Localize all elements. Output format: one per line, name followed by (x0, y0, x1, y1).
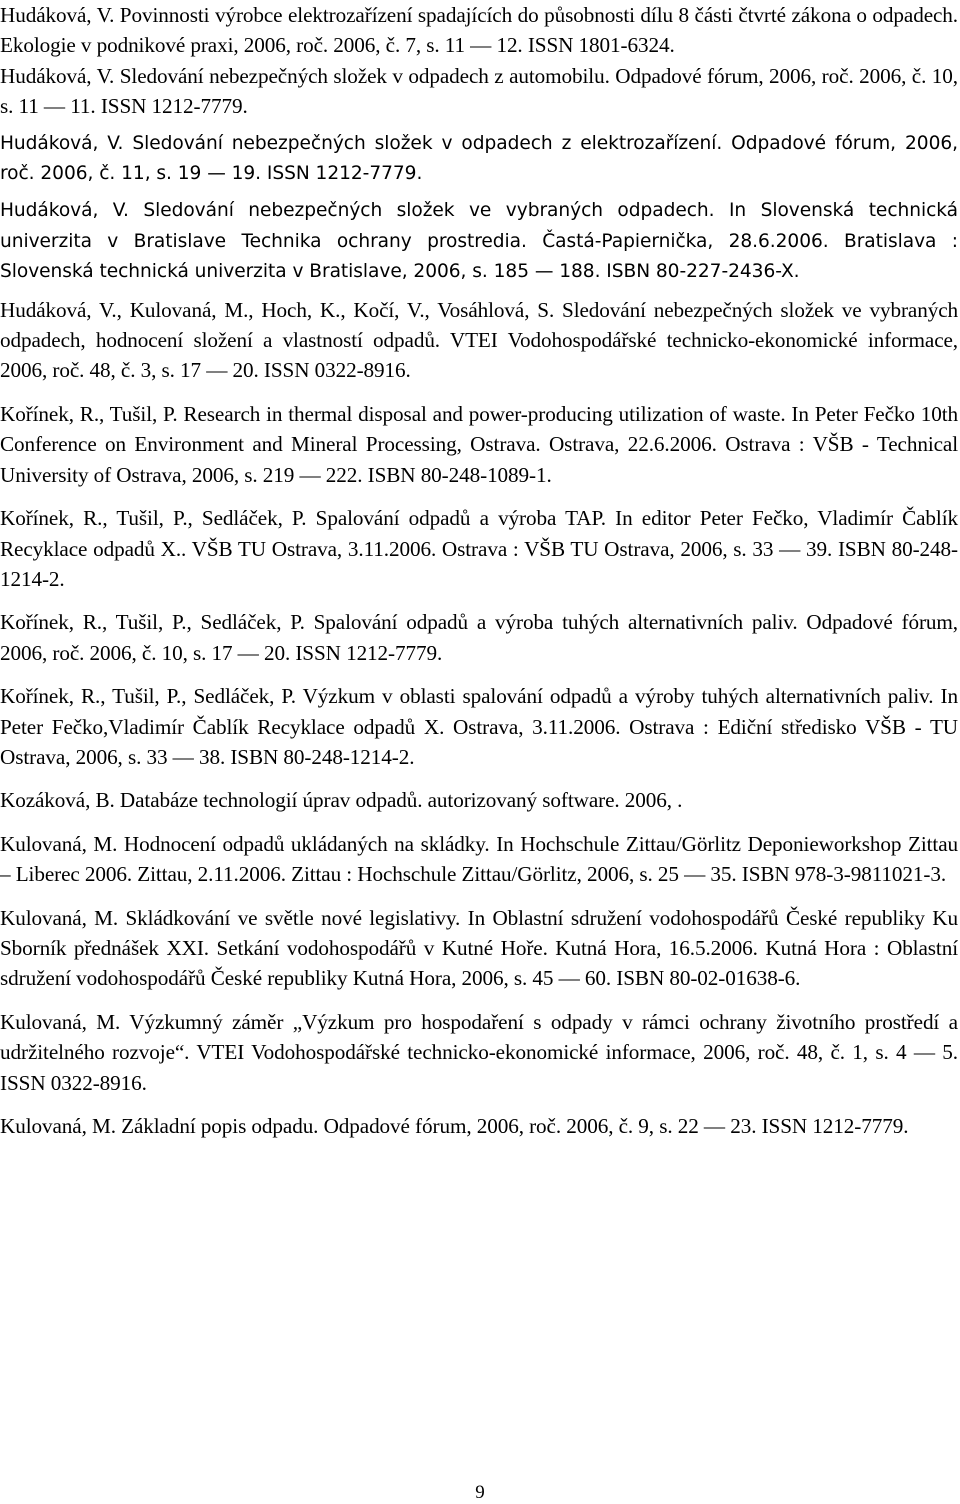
reference-item: Kořínek, R., Tušil, P., Sedláček, P. Spalování odpadů a výroba tuhých alternativních paliv. Odpadové fórum, 2006, roč. 2006, č. 10, s. 17 — 20. ISSN 1212-7779. (0, 610, 958, 665)
reference-item: Kořínek, R., Tušil, P. Research in thermal disposal and power-producing utilization of waste. In Peter Fečko 10th Conference on Environment and Mineral Processing, Ostrava. Ostrava, 22.6.2006. Ostrava : VŠB - Technical University of Ostrava, 2006, s. 219 — 222. ISBN 80-248-1089-1. (0, 401, 958, 487)
reference-item: Kulovaná, M. Hodnocení odpadů ukládaných na skládky. In Hochschule Zittau/Görlitz Deponieworkshop Zittau – Liberec 2006. Zittau, 2.11.2006. Zittau : Hochschule Zittau/Görlitz, 2006, s. 25 — 35. ISBN 978-3-9811021-3. (0, 831, 958, 887)
page-number: 9 (475, 1482, 485, 1503)
reference-item: Hudáková, V., Kulovaná, M., Hoch, K., Kočí, V., Vosáhlová, S. Sledování nebezpečných složek ve vybraných odpadech, hodnocení složení a vlastností odpadů. VTEI Vodohospodářské technicko-ekonomické informace, 2006, roč. 48, č. 3, s. 17 — 20. ISSN 0322-8916. (0, 297, 958, 383)
reference-item: Kořínek, R., Tušil, P., Sedláček, P. Spalování odpadů a výroba TAP. In editor Peter Fečko, Vladimír Čablík Recyklace odpadů X.. VŠB TU Ostrava, 3.11.2006. Ostrava : VŠB TU Ostrava, 2006, s. 33 — 39. ISBN 80-248-1214-2. (0, 506, 958, 591)
reference-item: Hudáková, V. Sledování nebezpečných složek v odpadech z automobilu. Odpadové fórum, 2006, roč. 2006, č. 10, s. 11 — 11. ISSN 1212-7779. (0, 63, 958, 119)
reference-item: Kulovaná, M. Základní popis odpadu. Odpadové fórum, 2006, roč. 2006, č. 9, s. 22 — 23. ISSN 1212-7779. (0, 1114, 909, 1138)
reference-item: Hudáková, V. Sledování nebezpečných složek v odpadech z elektrozařízení. Odpadové fórum, 2006, roč. 2006, č. 11, s. 19 — 19. ISSN 1212-7779. (0, 132, 958, 185)
reference-item: Kulovaná, M. Výzkumný záměr „Výzkum pro hospodaření s odpady v rámci ochrany životního prostředí a udržitelného rozvoje“. VTEI Vodohospodářské technicko-ekonomické informace, 2006, roč. 48, č. 1, s. 4 — 5. ISSN 0322-8916. (0, 1009, 958, 1095)
reference-item: Kozáková, B. Databáze technologií úprav odpadů. autorizovaný software. 2006, . (0, 788, 683, 813)
reference-item: Hudáková, V. Sledování nebezpečných složek ve vybraných odpadech. In Slovenská technická univerzita v Bratislave Technika ochrany prostredia. Častá-Papiernička, 28.6.2006. Bratislava : Slovenská technická univerzita v Bratislave, 2006, s. 185 — 188. ISBN 80-227-2436-X. (0, 200, 958, 283)
reference-item: Kořínek, R., Tušil, P., Sedláček, P. Výzkum v oblasti spalování odpadů a výroby tuhých alternativních paliv. In Peter Fečko,Vladimír Čablík Recyklace odpadů X. Ostrava, 3.11.2006. Ostrava : Ediční středisko VŠB - TU Ostrava, 2006, s. 33 — 38. ISBN 80-248-1214-2. (0, 684, 958, 769)
reference-item: Kulovaná, M. Skládkování ve světle nové legislativy. In Oblastní sdružení vodohospodářů České republiky Ku Sborník přednášek XXI. Setkání vodohospodářů v Kutné Hoře. Kutná Hora, 16.5.2006. Kutná Hora : Oblastní sdružení vodohospodářů České republiky Kutná Hora, 2006, s. 45 — 60. ISBN 80-02-01638-6. (0, 905, 958, 991)
reference-item: Hudáková, V. Povinnosti výrobce elektrozařízení spadajících do působnosti dílu 8 části čtvrté zákona o odpadech. Ekologie v podnikové praxi, 2006, roč. 2006, č. 7, s. 11 — 12. ISSN 1801-6324. (0, 3, 958, 58)
